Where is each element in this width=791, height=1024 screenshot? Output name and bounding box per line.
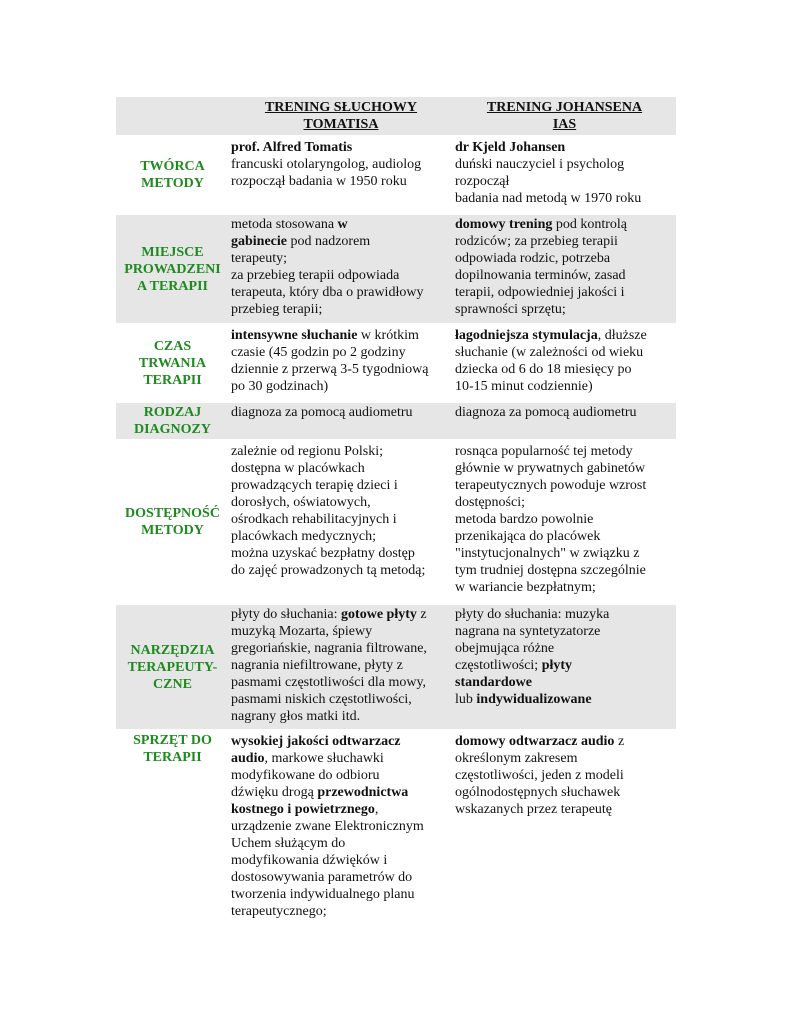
text: przenikająca do placówek xyxy=(455,529,601,544)
cell-line xyxy=(455,284,674,301)
text: dopilnowania terminów, zasad xyxy=(455,268,626,283)
cell-johansen xyxy=(453,605,676,729)
cell-johansen xyxy=(453,326,676,400)
text: dźwięku drogą xyxy=(231,785,318,800)
text: z xyxy=(614,734,625,749)
cell-tomatis xyxy=(229,326,453,400)
cell-line xyxy=(231,818,451,835)
text: częstotliwości; xyxy=(455,658,542,673)
text: dziennie z przerwą 3-5 tygodniową xyxy=(231,362,429,377)
text: wskazanych przez terapeutę xyxy=(455,802,613,817)
bold-text: intensywne słuchanie xyxy=(231,328,358,343)
text: terapeutycznych powoduje wzrost xyxy=(455,478,647,493)
cell-line xyxy=(231,640,451,657)
cell-line xyxy=(231,250,451,267)
text: placówkach medycznych; xyxy=(231,529,376,544)
cell-line xyxy=(455,750,674,767)
cell-line xyxy=(231,750,451,767)
text: obejmująca różne xyxy=(455,641,555,656)
header-johansen-line: IAS xyxy=(552,117,577,132)
row-label-line: MIEJSCE xyxy=(141,244,204,260)
row-label-line: METODY xyxy=(141,176,204,191)
text: , dłuższe xyxy=(597,328,647,343)
cell-line xyxy=(455,623,674,640)
bold-text: standardowe xyxy=(455,675,533,690)
comparison-table xyxy=(116,94,676,945)
cell-line xyxy=(455,404,674,421)
cell-line xyxy=(455,494,674,511)
bold-text: audio xyxy=(231,751,265,766)
row-label-line: TERAPEUTY- xyxy=(127,659,218,675)
cell-line xyxy=(231,562,451,579)
cell-line xyxy=(455,784,674,801)
text: Uchem służącym do xyxy=(231,836,346,851)
text: terapeuty; xyxy=(231,251,287,266)
text: za przebieg terapii odpowiada xyxy=(231,268,400,283)
cell-line xyxy=(455,477,674,494)
cell-tomatis xyxy=(229,138,453,212)
cell-line xyxy=(231,708,451,725)
cell-line xyxy=(455,443,674,460)
text: terapii, odpowiedniej jakości i xyxy=(455,285,625,300)
cell-line xyxy=(231,361,451,378)
cell-line xyxy=(455,691,674,708)
text: czasie (45 godzin po 2 godziny xyxy=(231,345,406,360)
text: do zajęć prowadzonych tą metodą; xyxy=(231,563,426,578)
text: nagrana na syntetyzatorze xyxy=(455,624,601,639)
row-label xyxy=(116,605,229,729)
table-row xyxy=(116,215,676,323)
cell-line xyxy=(455,562,674,579)
cell-line xyxy=(231,216,451,233)
row-label xyxy=(116,403,229,439)
cell-line xyxy=(455,344,674,361)
cell-line xyxy=(231,852,451,869)
text: pod nadzorem xyxy=(287,234,371,249)
cell-line xyxy=(231,733,451,750)
bold-text: domowy odtwarzacz audio xyxy=(455,734,615,749)
text: przebieg terapii; xyxy=(231,302,323,317)
row-label xyxy=(116,326,229,400)
row-label-line: TERAPII xyxy=(143,372,202,388)
row-label-line: CZAS xyxy=(153,338,192,354)
table-row xyxy=(116,403,676,439)
text: rozpoczął xyxy=(455,174,510,189)
cell-johansen xyxy=(453,215,676,323)
text: płyty do słuchania: xyxy=(231,607,342,622)
cell-line xyxy=(455,579,674,596)
cell-tomatis xyxy=(229,605,453,729)
text: odpowiada rodzic, potrzeba xyxy=(455,251,611,266)
bold-text: gotowe płyty xyxy=(341,607,417,622)
cell-line xyxy=(231,657,451,674)
text: modyfikowane do odbioru xyxy=(231,768,380,783)
corner-cell xyxy=(116,97,229,135)
text: sprawności sprzętu; xyxy=(455,302,566,317)
row-label-line: PROWADZENI xyxy=(124,261,221,277)
cell-line xyxy=(231,494,451,511)
text: tworzenia indywidualnego planu xyxy=(231,887,415,902)
text: , xyxy=(374,802,379,817)
cell-line xyxy=(455,606,674,623)
cell-line xyxy=(455,139,674,156)
cell-line xyxy=(455,327,674,344)
row-label-line: DIAGNOZY xyxy=(133,422,211,437)
cell-line xyxy=(231,327,451,344)
cell-line xyxy=(455,233,674,250)
cell-line xyxy=(455,190,674,207)
cell-line xyxy=(455,801,674,818)
cell-line xyxy=(455,216,674,233)
text: ogólnodostępnych słuchawek xyxy=(455,785,621,800)
cell-line xyxy=(231,801,451,818)
cell-line xyxy=(455,460,674,477)
text: ośrodkach rehabilitacyjnych i xyxy=(231,512,397,527)
text: duński nauczyciel i psycholog xyxy=(455,157,625,172)
text: można uzyskać bezpłatny dostęp xyxy=(231,546,415,561)
text: metoda bardzo powolnie xyxy=(455,512,594,527)
text: modyfikowania dźwięków i xyxy=(231,853,388,868)
text: nagrania niefiltrowane, płyty z xyxy=(231,658,403,673)
cell-tomatis xyxy=(229,215,453,323)
cell-line xyxy=(231,404,451,421)
cell-line xyxy=(231,528,451,545)
text: pasmami niskich częstotliwości, xyxy=(231,692,412,707)
cell-line xyxy=(455,657,674,674)
cell-line xyxy=(231,886,451,903)
text: określonym zakresem xyxy=(455,751,578,766)
cell-line xyxy=(231,443,451,460)
text: rodziców; za przebieg terapii xyxy=(455,234,618,249)
table-row xyxy=(116,442,676,602)
row-label xyxy=(116,442,229,602)
text: dziecka od 6 do 18 miesięcy po xyxy=(455,362,632,377)
text: badania nad metodą w 1970 roku xyxy=(455,191,642,206)
text: metoda stosowana xyxy=(231,217,338,232)
cell-tomatis xyxy=(229,732,453,942)
text: urządzenie zwane Elektronicznym xyxy=(231,819,424,834)
cell-line xyxy=(455,640,674,657)
text: gregoriańskie, nagrania filtrowane, xyxy=(231,641,427,656)
cell-johansen xyxy=(453,403,676,439)
bold-text: przewodnictwa xyxy=(317,785,409,800)
cell-line xyxy=(231,156,451,173)
text: muzyką Mozarta, śpiewy xyxy=(231,624,373,639)
row-label xyxy=(116,138,229,212)
text: francuski otolaryngolog, audiolog xyxy=(231,157,422,172)
text: słuchanie (w zależności od wieku xyxy=(455,345,644,360)
cell-line xyxy=(231,606,451,623)
cell-line xyxy=(231,903,451,920)
row-label-line: DOSTĘPNOŚĆ xyxy=(125,506,220,521)
cell-line xyxy=(231,378,451,395)
bold-text: płyty xyxy=(541,658,573,673)
cell-line xyxy=(455,378,674,395)
text: rosnąca popularność tej metody xyxy=(455,444,633,459)
bold-text: domowy trening xyxy=(455,217,553,232)
cell-tomatis xyxy=(229,442,453,602)
cell-line xyxy=(231,869,451,886)
cell-line xyxy=(231,301,451,318)
cell-johansen xyxy=(453,138,676,212)
cell-line xyxy=(455,301,674,318)
text: dostosowywania parametrów do xyxy=(231,870,413,885)
header-johansen xyxy=(453,97,676,135)
cell-line xyxy=(455,733,674,750)
cell-line xyxy=(455,674,674,691)
text: tym trudniej dostępna szczególnie xyxy=(455,563,646,578)
text: rozpoczął badania w 1950 roku xyxy=(231,174,407,189)
text: płyty do słuchania: muzyka xyxy=(455,607,610,622)
cell-line xyxy=(231,344,451,361)
cell-line xyxy=(455,250,674,267)
cell-line xyxy=(231,233,451,250)
row-label-line: METODY xyxy=(141,523,204,538)
cell-line xyxy=(231,784,451,801)
table-row xyxy=(116,605,676,729)
text: dostępna w placówkach xyxy=(231,461,365,476)
cell-tomatis xyxy=(229,403,453,439)
cell-line xyxy=(231,511,451,528)
text: diagnoza za pomocą audiometru xyxy=(455,405,637,420)
cell-line xyxy=(231,477,451,494)
cell-line xyxy=(231,460,451,477)
text: pod kontrolą xyxy=(552,217,628,232)
text: dostępności; xyxy=(455,495,525,510)
text: 10-15 minut codziennie) xyxy=(455,379,593,394)
cell-line xyxy=(231,545,451,562)
text: dorosłych, oświatowych, xyxy=(231,495,371,510)
cell-line xyxy=(231,284,451,301)
cell-line xyxy=(455,267,674,284)
bold-text: łagodniejsza stymulacja xyxy=(455,328,598,343)
row-label-line: RODZAJ xyxy=(143,405,202,420)
row-label-line: TWÓRCA xyxy=(140,159,205,174)
cell-line xyxy=(455,767,674,784)
header-johansen-line: TRENING JOHANSENA xyxy=(486,100,643,115)
row-label xyxy=(116,732,229,942)
text: w wariancie bezpłatnym; xyxy=(455,580,596,595)
cell-line xyxy=(231,674,451,691)
cell-line xyxy=(231,267,451,284)
header-tomatis xyxy=(229,97,453,135)
cell-line xyxy=(231,139,451,156)
text: , markowe słuchawki xyxy=(264,751,384,766)
text: po 30 godzinach) xyxy=(231,379,329,394)
header-tomatis-line: TRENING SŁUCHOWY xyxy=(264,100,418,115)
cell-line xyxy=(455,361,674,378)
cell-line xyxy=(455,528,674,545)
cell-line xyxy=(231,835,451,852)
table-row xyxy=(116,138,676,212)
text: pasmami częstotliwości dla mowy, xyxy=(231,675,427,690)
bold-text: indywidualizowane xyxy=(476,692,592,707)
bold-text: kostnego i powietrznego xyxy=(231,802,375,817)
row-label-line: A TERAPII xyxy=(137,278,208,294)
bold-text: dr Kjeld Johansen xyxy=(455,140,566,155)
header-row xyxy=(116,97,676,135)
cell-line xyxy=(231,623,451,640)
row-label-line: NARZĘDZIA xyxy=(130,642,215,658)
cell-line xyxy=(455,511,674,528)
text: terapeutycznego; xyxy=(231,904,327,919)
table-row xyxy=(116,326,676,400)
bold-text: w xyxy=(337,217,348,232)
text: "instytucjonalnych" w związku z xyxy=(455,546,640,561)
text: częstotliwości, jeden z modeli xyxy=(455,768,624,783)
row-label xyxy=(116,215,229,323)
cell-johansen xyxy=(453,732,676,942)
text: w krótkim xyxy=(357,328,419,343)
cell-johansen xyxy=(453,442,676,602)
text: nagrany głos matki itd. xyxy=(231,709,361,724)
text: głównie w prywatnych gabinetów xyxy=(455,461,646,476)
header-tomatis-line: TOMATISA xyxy=(303,117,379,132)
table-row xyxy=(116,732,676,942)
text: lub xyxy=(455,692,477,707)
text: prowadzących terapię dzieci i xyxy=(231,478,398,493)
cell-line xyxy=(455,173,674,190)
row-label-line: TERAPII xyxy=(143,750,202,765)
row-label-line: CZNE xyxy=(153,676,192,692)
row-label-line: SPRZĘT DO xyxy=(133,733,212,748)
cell-line xyxy=(231,767,451,784)
cell-line xyxy=(231,691,451,708)
text: diagnoza za pomocą audiometru xyxy=(231,405,413,420)
bold-text: wysokiej jakości odtwarzacz xyxy=(231,734,401,749)
cell-line xyxy=(455,545,674,562)
text: z xyxy=(416,607,427,622)
bold-text: gabinecie xyxy=(231,234,287,249)
text: terapeuta, który dba o prawidłowy xyxy=(231,285,424,300)
cell-line xyxy=(231,173,451,190)
bold-text: prof. Alfred Tomatis xyxy=(231,140,353,155)
row-label-line: TRWANIA xyxy=(138,355,207,371)
text: zależnie od regionu Polski; xyxy=(231,444,384,459)
cell-line xyxy=(455,156,674,173)
